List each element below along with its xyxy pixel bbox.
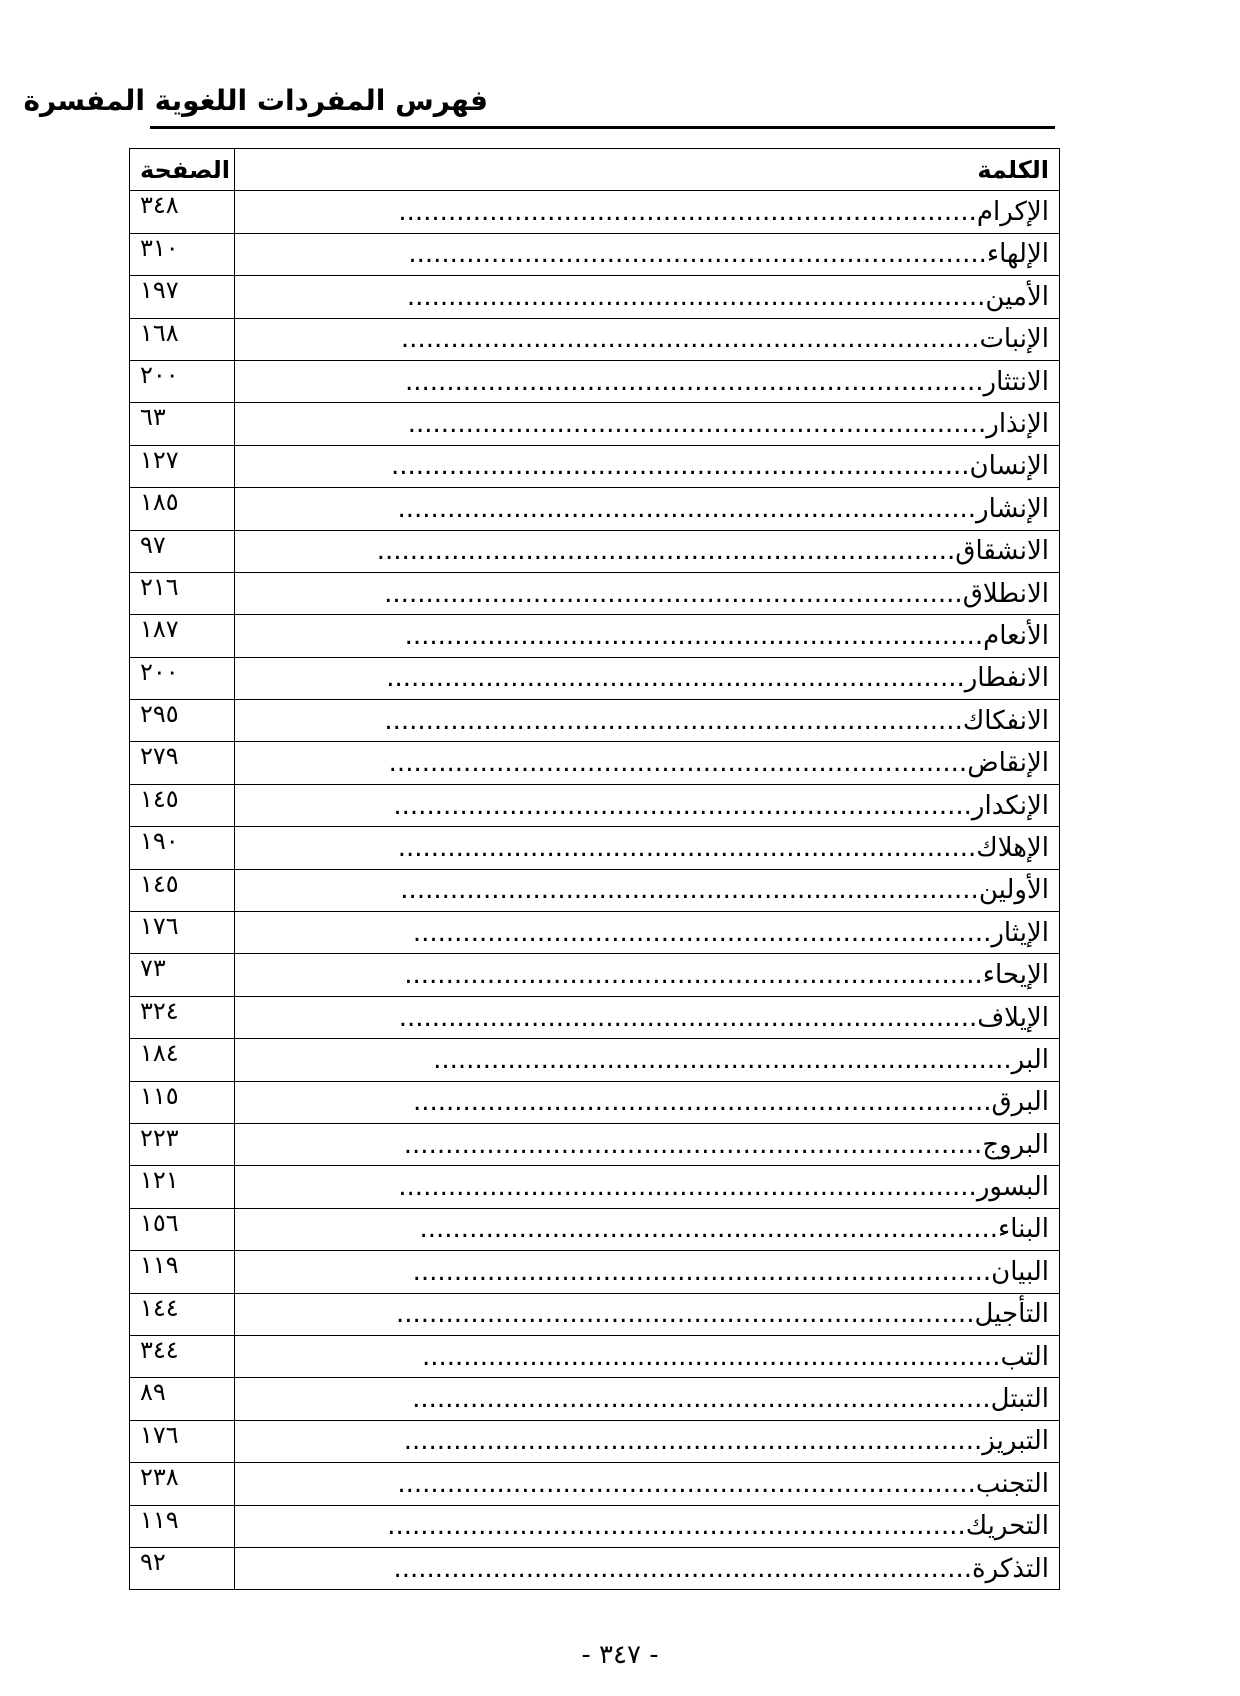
index-word: الإنذار — [986, 409, 1049, 440]
index-word: الانتثار — [983, 366, 1049, 397]
table-row — [130, 276, 1060, 318]
index-word-cell — [235, 318, 1060, 360]
table-row — [130, 657, 1060, 699]
index-word-cell — [235, 1123, 1060, 1165]
index-word-cell — [235, 1208, 1060, 1250]
dot-leader: ...................................................................... — [384, 705, 963, 736]
dot-leader: ...................................................................... — [433, 1044, 1012, 1075]
header-rule — [150, 126, 1055, 129]
index-page-cell: ٣٤٨ — [130, 191, 235, 233]
index-word: الإلهاء — [986, 239, 1049, 270]
table-row — [130, 869, 1060, 911]
index-word-cell — [235, 445, 1060, 487]
index-word: البسور — [976, 1172, 1049, 1203]
index-page-cell: ٣٢٤ — [130, 996, 235, 1038]
index-page-cell: ١٨٤ — [130, 1039, 235, 1081]
index-page-cell: ٦٣ — [130, 403, 235, 445]
index-page-cell: ١٧٦ — [130, 912, 235, 954]
index-word: البر — [1011, 1044, 1049, 1075]
dot-leader: ...................................................................... — [404, 960, 983, 991]
index-page-cell: ١٩٠ — [130, 827, 235, 869]
index-page-cell: ٢٢٣ — [130, 1123, 235, 1165]
index-page-cell: ١٤٥ — [130, 869, 235, 911]
index-page-cell: ١٦٨ — [130, 318, 235, 360]
dot-leader: ...................................................................... — [386, 663, 965, 694]
index-word: الإنسان — [969, 451, 1049, 482]
table-row — [130, 1039, 1060, 1081]
index-page-cell: ٣١٠ — [130, 233, 235, 275]
index-word-cell — [235, 1251, 1060, 1293]
dot-leader: ...................................................................... — [393, 1553, 973, 1584]
dot-leader: ...................................................................... — [412, 1384, 991, 1415]
index-page-cell: ٢٣٨ — [130, 1463, 235, 1505]
index-page-cell: ٩٢ — [130, 1547, 235, 1589]
index-word-cell — [235, 615, 1060, 657]
index-word-cell — [235, 827, 1060, 869]
dot-leader: ...................................................................... — [406, 281, 986, 312]
index-word: الإيحاء — [982, 960, 1049, 991]
table-row — [130, 233, 1060, 275]
index-word: الإنبات — [979, 324, 1049, 355]
dot-leader: ...................................................................... — [419, 1214, 999, 1245]
dot-leader: ...................................................................... — [397, 832, 977, 863]
index-word-cell — [235, 1420, 1060, 1462]
index-word: الإنكدار — [971, 790, 1049, 821]
index-word: الأمين — [985, 281, 1049, 312]
index-page-cell: ٩٧ — [130, 530, 235, 572]
table-row — [130, 996, 1060, 1038]
table-row — [130, 954, 1060, 996]
dot-leader: ...................................................................... — [398, 1002, 978, 1033]
index-page-cell: ١٨٥ — [130, 488, 235, 530]
table-row — [130, 827, 1060, 869]
index-word-cell — [235, 1335, 1060, 1377]
index-page-cell: ١٢٧ — [130, 445, 235, 487]
index-word-cell — [235, 1505, 1060, 1547]
table-body — [130, 191, 1060, 1590]
index-page-cell: ٢٠٠ — [130, 657, 235, 699]
index-word-cell — [235, 191, 1060, 233]
dot-leader: ...................................................................... — [400, 875, 979, 906]
dot-leader: ...................................................................... — [397, 1468, 976, 1499]
index-page-cell: ٨٩ — [130, 1378, 235, 1420]
dot-leader: ...................................................................... — [404, 620, 984, 651]
index-word-cell — [235, 488, 1060, 530]
dot-leader: ...................................................................... — [390, 451, 970, 482]
index-word-cell — [235, 700, 1060, 742]
table-row — [130, 742, 1060, 784]
column-header-word: الكلمة — [235, 149, 1060, 191]
column-header-page: الصفحة — [130, 149, 235, 191]
table-header-row — [130, 149, 1060, 191]
index-page-cell: ٧٣ — [130, 954, 235, 996]
table-row — [130, 318, 1060, 360]
table-row — [130, 191, 1060, 233]
index-page-cell: ٣٤٤ — [130, 1335, 235, 1377]
dot-leader: ...................................................................... — [405, 366, 984, 397]
table-row — [130, 700, 1060, 742]
index-word-cell — [235, 1293, 1060, 1335]
dot-leader: ...................................................................... — [384, 578, 963, 609]
index-word: البناء — [998, 1214, 1049, 1245]
index-page-cell: ١١٩ — [130, 1251, 235, 1293]
index-word-cell — [235, 1547, 1060, 1589]
index-word-cell — [235, 996, 1060, 1038]
index-word: الانشقاق — [955, 536, 1049, 567]
index-word-cell — [235, 530, 1060, 572]
index-page-cell: ١٨٧ — [130, 615, 235, 657]
index-word: التبريز — [982, 1426, 1049, 1457]
dot-leader: ...................................................................... — [388, 748, 968, 779]
table-row — [130, 1293, 1060, 1335]
table-row — [130, 488, 1060, 530]
index-page-cell: ١١٥ — [130, 1081, 235, 1123]
index-word: الأنعام — [983, 620, 1049, 651]
index-word-cell — [235, 360, 1060, 402]
index-page-cell: ١٥٦ — [130, 1208, 235, 1250]
index-word: الانطلاق — [962, 578, 1049, 609]
index-word-cell — [235, 1166, 1060, 1208]
table-row — [130, 530, 1060, 572]
index-page-cell: ١٤٥ — [130, 784, 235, 826]
table-row — [130, 445, 1060, 487]
dot-leader: ...................................................................... — [397, 493, 977, 524]
index-word: البيان — [991, 1256, 1049, 1287]
dot-leader: ...................................................................... — [393, 790, 972, 821]
index-word: التحريك — [965, 1511, 1049, 1542]
table-row — [130, 1378, 1060, 1420]
dot-leader: ...................................................................... — [408, 239, 987, 270]
table-row — [130, 1547, 1060, 1589]
dot-leader: ...................................................................... — [403, 1129, 983, 1160]
table-row — [130, 572, 1060, 614]
dot-leader: ...................................................................... — [400, 324, 980, 355]
table-row — [130, 1335, 1060, 1377]
table-row — [130, 1166, 1060, 1208]
table-row — [130, 1505, 1060, 1547]
dot-leader: ...................................................................... — [412, 917, 992, 948]
index-word-cell — [235, 1039, 1060, 1081]
index-page-cell: ٢٧٩ — [130, 742, 235, 784]
index-word: التب — [1000, 1341, 1049, 1372]
dot-leader: ...................................................................... — [407, 409, 987, 440]
index-word: الأولين — [978, 875, 1049, 906]
dot-leader: ...................................................................... — [398, 1172, 977, 1203]
index-word-cell — [235, 1463, 1060, 1505]
dot-leader: ...................................................................... — [403, 1426, 983, 1457]
index-word: الإنقاض — [967, 748, 1049, 779]
index-word: التأجيل — [974, 1299, 1049, 1330]
dot-leader: ...................................................................... — [387, 1511, 966, 1542]
index-word: الإيثار — [991, 917, 1049, 948]
table-row — [130, 1420, 1060, 1462]
dot-leader: ...................................................................... — [376, 536, 956, 567]
index-word-cell — [235, 572, 1060, 614]
index-word-cell — [235, 403, 1060, 445]
table-row — [130, 360, 1060, 402]
index-word: الانفكاك — [962, 705, 1049, 736]
index-word: البروج — [982, 1129, 1049, 1160]
table-row — [130, 615, 1060, 657]
page-header-title: فهرس المفردات اللغوية المفسرة — [23, 84, 488, 117]
index-word: الإيلاف — [977, 1002, 1049, 1033]
index-page-cell: ٢١٦ — [130, 572, 235, 614]
index-word-cell — [235, 742, 1060, 784]
index-word-cell — [235, 276, 1060, 318]
index-word-cell — [235, 1081, 1060, 1123]
table-row — [130, 1208, 1060, 1250]
index-page-cell: ١٤٤ — [130, 1293, 235, 1335]
dot-leader: ...................................................................... — [412, 1256, 992, 1287]
index-page-cell: ١٧٦ — [130, 1420, 235, 1462]
index-word: البرق — [991, 1087, 1049, 1118]
index-word: التذكرة — [972, 1553, 1049, 1584]
index-word: الإنشار — [976, 493, 1049, 524]
table-row — [130, 1081, 1060, 1123]
index-word-cell — [235, 912, 1060, 954]
table-row — [130, 1123, 1060, 1165]
index-word-cell — [235, 869, 1060, 911]
index-word: الإهلاك — [976, 832, 1049, 863]
index-page-cell: ١٢١ — [130, 1166, 235, 1208]
index-table — [129, 148, 1060, 1590]
index-word-cell — [235, 657, 1060, 699]
page-number: - ٣٤٧ - — [581, 1640, 659, 1670]
dot-leader: ...................................................................... — [412, 1087, 992, 1118]
index-word: الإكرام — [976, 197, 1049, 228]
table-row — [130, 1463, 1060, 1505]
index-word-cell — [235, 954, 1060, 996]
table-row — [130, 1251, 1060, 1293]
dot-leader: ...................................................................... — [398, 197, 977, 228]
dot-leader: ...................................................................... — [421, 1341, 1001, 1372]
table-row — [130, 784, 1060, 826]
index-word: الانفطار — [964, 663, 1049, 694]
index-page-cell: ٢٠٠ — [130, 360, 235, 402]
index-word: التجنب — [975, 1468, 1049, 1499]
index-word-cell — [235, 1378, 1060, 1420]
table-row — [130, 912, 1060, 954]
index-word-cell — [235, 233, 1060, 275]
index-page-cell: ١١٩ — [130, 1505, 235, 1547]
index-page-cell: ٢٩٥ — [130, 700, 235, 742]
index-page-cell: ١٩٧ — [130, 276, 235, 318]
dot-leader: ...................................................................... — [395, 1299, 975, 1330]
index-word-cell — [235, 784, 1060, 826]
table-row — [130, 403, 1060, 445]
index-word: التبتل — [990, 1384, 1049, 1415]
